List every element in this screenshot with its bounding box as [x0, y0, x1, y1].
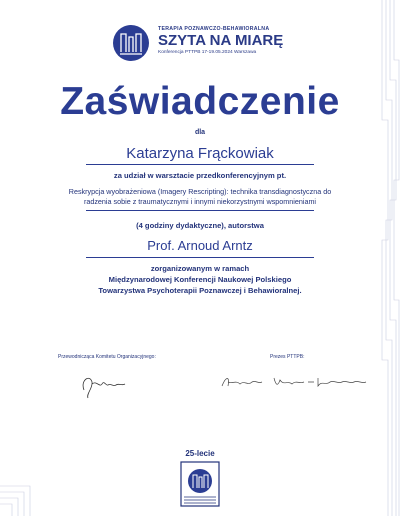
conference-logo-icon [112, 24, 150, 62]
anniversary-label: 25-lecie [185, 449, 215, 458]
workshop-title-line-1: Reskrypcja wyobrażeniowa (Imagery Rescripting): technika transdiagnostyczna do [68, 187, 332, 196]
logo-conference-info: Konferencja PTTPB 17-19.05.2024 Warszawa [158, 50, 257, 55]
president-signature-image [218, 372, 368, 392]
right-signature-label: Prezes PTTPB: [270, 354, 305, 360]
conference-logo [112, 24, 312, 64]
logo-tagline: TERAPIA POZNAWCZO-BEHAWIORALNA [158, 26, 270, 32]
decorative-border-pattern [378, 0, 400, 516]
chair-signature-image [78, 370, 128, 400]
logo-brand-name: SZYTA NA MIARĘ [158, 32, 284, 49]
left-signature-label: Przewodnicząca Komitetu Organizacyjnego: [58, 354, 156, 360]
workshop-underline [86, 210, 314, 211]
anniversary-badge [165, 449, 235, 509]
recipient-name: Katarzyna Frąckowiak [126, 145, 274, 162]
workshop-title-line-2: radzenia sobie z traumatycznymi i innymi niekorzystnymi wspomnieniami [83, 197, 317, 206]
recipient-underline [86, 164, 314, 165]
participation-text: za udział w warsztacie przedkonferencyjnym pt. [113, 171, 287, 180]
certificate-title: Zaświadczenie [60, 80, 340, 123]
hours-text: (4 godziny dydaktyczne), autorstwa [136, 221, 264, 230]
organized-text-line-1: zorganizowanym w ramach [150, 264, 250, 273]
anniversary-emblem-icon [180, 461, 220, 507]
decorative-corner-pattern [0, 476, 60, 516]
organized-text-line-2: Międzynarodowej Konferencji Naukowej Polskiego [108, 275, 292, 284]
speaker-name: Prof. Arnoud Arntz [147, 238, 253, 253]
speaker-underline [86, 257, 314, 258]
organized-text-line-3: Towarzystwa Psychoterapii Poznawczej i Behawioralnej. [98, 286, 302, 295]
for-label: dla [194, 129, 206, 136]
